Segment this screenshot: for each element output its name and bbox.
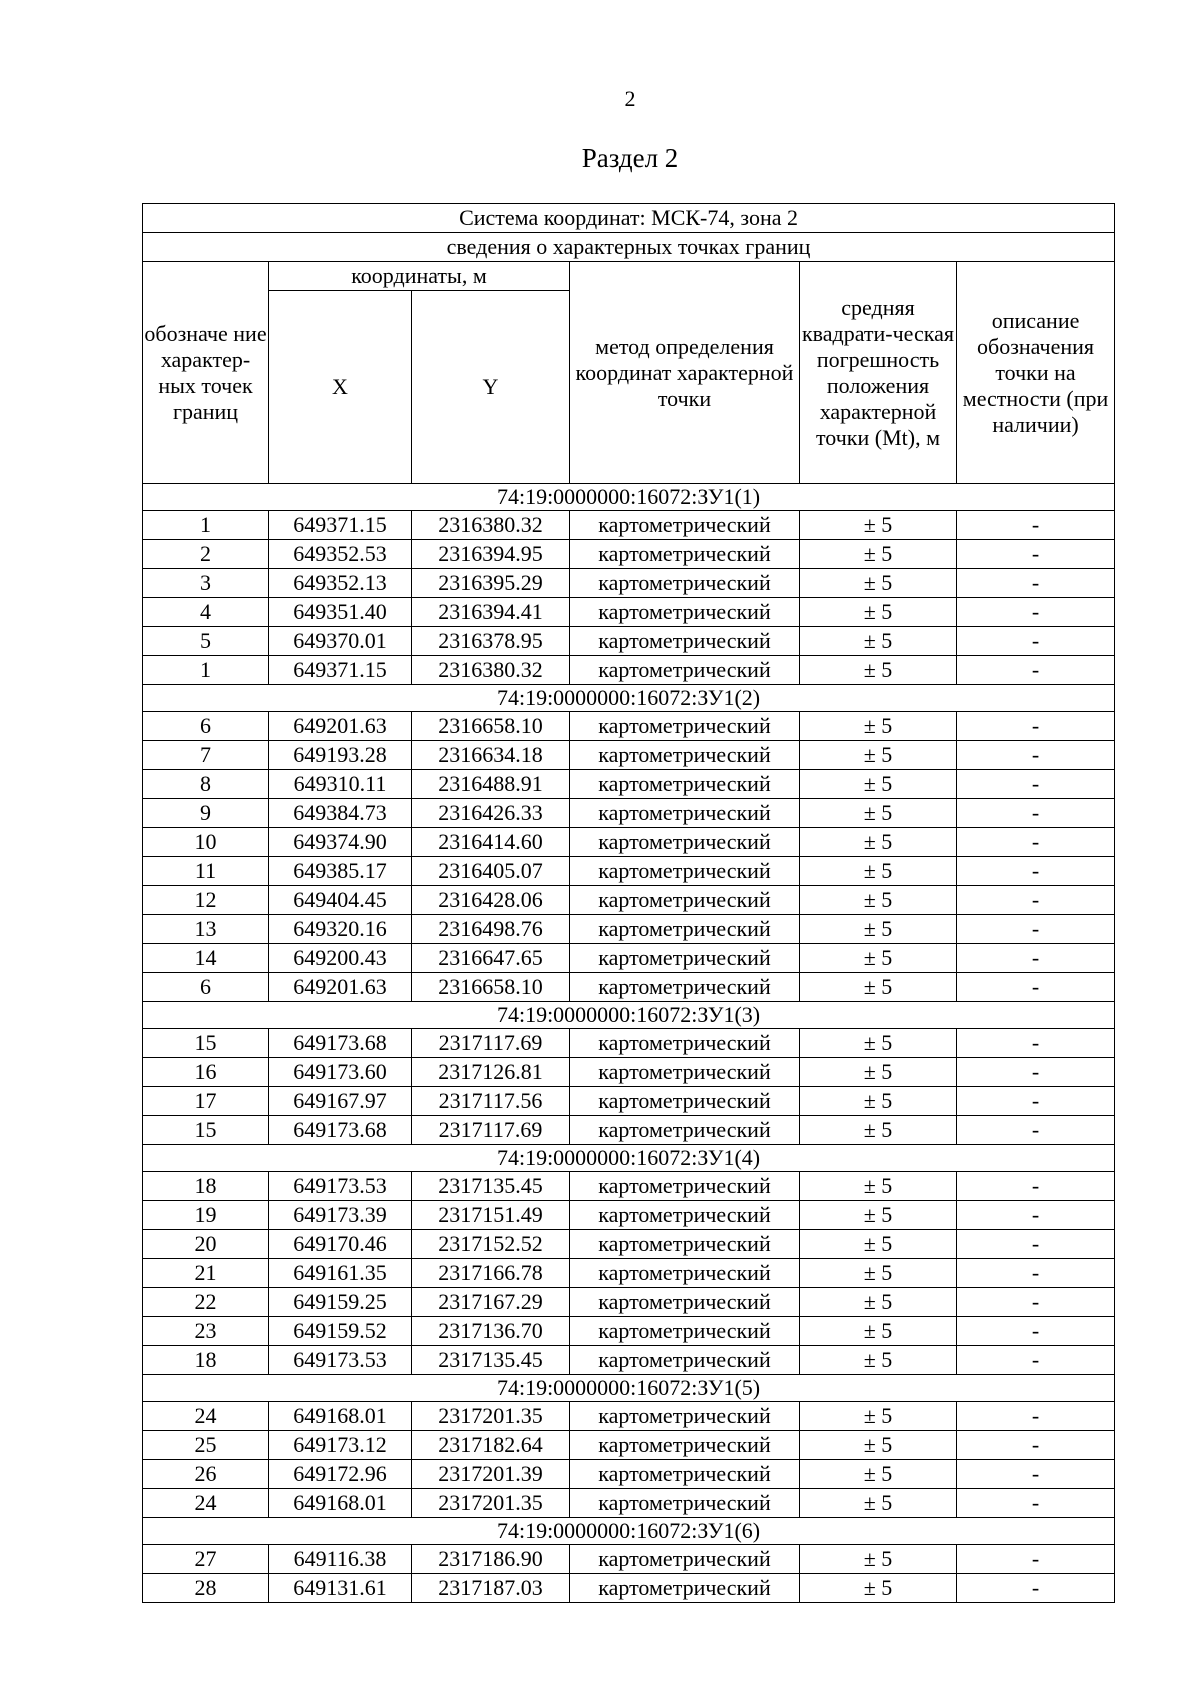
table-row (143, 1288, 1115, 1317)
x-coordinate-cell: 649173.53 (269, 1346, 412, 1375)
description-cell: - (957, 656, 1115, 685)
method-cell: картометрический (570, 1116, 800, 1145)
description-cell: - (957, 627, 1115, 656)
method-cell: картометрический (570, 1259, 800, 1288)
description-cell: - (957, 915, 1115, 944)
point-number-cell: 3 (143, 569, 269, 598)
method-cell: картометрический (570, 857, 800, 886)
method-cell: картометрический (570, 1460, 800, 1489)
error-cell: ± 5 (800, 915, 957, 944)
x-coordinate-cell: 649159.52 (269, 1317, 412, 1346)
description-cell: - (957, 569, 1115, 598)
x-coordinate-cell: 649404.45 (269, 886, 412, 915)
error-cell: ± 5 (800, 569, 957, 598)
y-coordinate-cell: 2317135.45 (412, 1172, 570, 1201)
method-cell: картометрический (570, 627, 800, 656)
boundary-points-info-header: сведения о характерных точках границ (143, 233, 1115, 262)
point-number-cell: 12 (143, 886, 269, 915)
method-cell: картометрический (570, 1087, 800, 1116)
x-coordinate-cell: 649159.25 (269, 1288, 412, 1317)
description-cell: - (957, 1116, 1115, 1145)
description-header: описание обозначения точки на местности (при наличии) (957, 262, 1115, 484)
error-cell: ± 5 (800, 712, 957, 741)
description-cell: - (957, 598, 1115, 627)
x-coordinate-cell: 649352.13 (269, 569, 412, 598)
description-cell: - (957, 1402, 1115, 1431)
y-coordinate-cell: 2316634.18 (412, 741, 570, 770)
table-row (143, 857, 1115, 886)
error-cell: ± 5 (800, 1431, 957, 1460)
table-row (143, 886, 1115, 915)
y-coordinate-cell: 2317117.69 (412, 1029, 570, 1058)
x-coordinate-cell: 649172.96 (269, 1460, 412, 1489)
parcel-section-row (143, 685, 1115, 712)
table-row (143, 1574, 1115, 1603)
y-coordinate-cell: 2316380.32 (412, 511, 570, 540)
description-cell: - (957, 712, 1115, 741)
table-row (143, 1087, 1115, 1116)
error-cell: ± 5 (800, 886, 957, 915)
point-number-cell: 13 (143, 915, 269, 944)
x-coordinate-cell: 649167.97 (269, 1087, 412, 1116)
y-coordinate-cell: 2317117.56 (412, 1087, 570, 1116)
y-coordinate-cell: 2317136.70 (412, 1317, 570, 1346)
point-number-cell: 25 (143, 1431, 269, 1460)
point-number-cell: 9 (143, 799, 269, 828)
x-coordinate-cell: 649173.60 (269, 1058, 412, 1087)
y-coordinate-cell: 2316394.41 (412, 598, 570, 627)
description-cell: - (957, 1172, 1115, 1201)
description-cell: - (957, 973, 1115, 1002)
point-designation-header: обозначе ние характер-ных точек границ (143, 262, 269, 484)
point-number-cell: 19 (143, 1201, 269, 1230)
description-cell: - (957, 511, 1115, 540)
description-cell: - (957, 1545, 1115, 1574)
table-row (143, 1346, 1115, 1375)
x-coordinate-cell: 649173.53 (269, 1172, 412, 1201)
error-cell: ± 5 (800, 944, 957, 973)
table-row (143, 799, 1115, 828)
table-row (143, 770, 1115, 799)
parcel-section-row (143, 1518, 1115, 1545)
y-coordinate-cell: 2317152.52 (412, 1230, 570, 1259)
point-number-cell: 22 (143, 1288, 269, 1317)
error-cell: ± 5 (800, 1317, 957, 1346)
point-number-cell: 24 (143, 1489, 269, 1518)
table-row (143, 598, 1115, 627)
table-row (143, 1116, 1115, 1145)
error-cell: ± 5 (800, 1288, 957, 1317)
point-number-cell: 18 (143, 1346, 269, 1375)
table-row (143, 1460, 1115, 1489)
y-coordinate-cell: 2316405.07 (412, 857, 570, 886)
x-coordinate-cell: 649116.38 (269, 1545, 412, 1574)
error-cell: ± 5 (800, 540, 957, 569)
point-number-cell: 6 (143, 712, 269, 741)
y-coordinate-cell: 2317167.29 (412, 1288, 570, 1317)
method-cell: картометрический (570, 598, 800, 627)
x-coordinate-cell: 649201.63 (269, 712, 412, 741)
error-header: средняя квадрати-ческая погрешность положения характерной точки (Mt), м (800, 262, 957, 484)
y-coordinate-cell: 2316488.91 (412, 770, 570, 799)
parcel-section-row (143, 484, 1115, 511)
parcel-section-title: 74:19:0000000:16072:ЗУ1(4) (143, 1145, 1115, 1172)
method-cell: картометрический (570, 1489, 800, 1518)
point-number-cell: 18 (143, 1172, 269, 1201)
method-cell: картометрический (570, 1288, 800, 1317)
point-number-cell: 1 (143, 656, 269, 685)
error-cell: ± 5 (800, 511, 957, 540)
y-coordinate-cell: 2317126.81 (412, 1058, 570, 1087)
y-coordinate-cell: 2317151.49 (412, 1201, 570, 1230)
error-cell: ± 5 (800, 741, 957, 770)
method-cell: картометрический (570, 973, 800, 1002)
method-cell: картометрический (570, 511, 800, 540)
parcel-section-title: 74:19:0000000:16072:ЗУ1(5) (143, 1375, 1115, 1402)
description-cell: - (957, 1230, 1115, 1259)
table-row (143, 1545, 1115, 1574)
method-cell: картометрический (570, 540, 800, 569)
point-number-cell: 20 (143, 1230, 269, 1259)
description-cell: - (957, 1259, 1115, 1288)
x-header: X (269, 291, 412, 484)
method-cell: картометрический (570, 1201, 800, 1230)
point-number-cell: 6 (143, 973, 269, 1002)
parcel-section-row (143, 1002, 1115, 1029)
point-number-cell: 21 (143, 1259, 269, 1288)
x-coordinate-cell: 649173.68 (269, 1029, 412, 1058)
description-cell: - (957, 857, 1115, 886)
method-cell: картометрический (570, 569, 800, 598)
description-cell: - (957, 944, 1115, 973)
error-cell: ± 5 (800, 627, 957, 656)
method-cell: картометрический (570, 828, 800, 857)
description-cell: - (957, 741, 1115, 770)
point-number-cell: 15 (143, 1029, 269, 1058)
parcel-section-title: 74:19:0000000:16072:ЗУ1(3) (143, 1002, 1115, 1029)
description-cell: - (957, 1346, 1115, 1375)
point-number-cell: 7 (143, 741, 269, 770)
method-cell: картометрический (570, 712, 800, 741)
point-number-cell: 1 (143, 511, 269, 540)
description-cell: - (957, 1029, 1115, 1058)
x-coordinate-cell: 649374.90 (269, 828, 412, 857)
method-cell: картометрический (570, 915, 800, 944)
method-cell: картометрический (570, 770, 800, 799)
y-coordinate-cell: 2317186.90 (412, 1545, 570, 1574)
x-coordinate-cell: 649200.43 (269, 944, 412, 973)
table-row (143, 1029, 1115, 1058)
x-coordinate-cell: 649320.16 (269, 915, 412, 944)
description-cell: - (957, 1574, 1115, 1603)
method-cell: картометрический (570, 1431, 800, 1460)
point-number-cell: 15 (143, 1116, 269, 1145)
error-cell: ± 5 (800, 799, 957, 828)
y-coordinate-cell: 2317201.39 (412, 1460, 570, 1489)
description-cell: - (957, 1489, 1115, 1518)
error-cell: ± 5 (800, 1029, 957, 1058)
table-row (143, 944, 1115, 973)
table-row (143, 627, 1115, 656)
point-number-cell: 17 (143, 1087, 269, 1116)
point-number-cell: 14 (143, 944, 269, 973)
y-coordinate-cell: 2316498.76 (412, 915, 570, 944)
y-coordinate-cell: 2317201.35 (412, 1489, 570, 1518)
error-cell: ± 5 (800, 1058, 957, 1087)
table-row (143, 1058, 1115, 1087)
table-row (143, 1489, 1115, 1518)
error-cell: ± 5 (800, 1574, 957, 1603)
table-row (143, 915, 1115, 944)
method-cell: картометрический (570, 886, 800, 915)
x-coordinate-cell: 649352.53 (269, 540, 412, 569)
y-coordinate-cell: 2316394.95 (412, 540, 570, 569)
section-title: Раздел 2 (581, 143, 679, 173)
point-number-cell: 26 (143, 1460, 269, 1489)
description-cell: - (957, 828, 1115, 857)
method-cell: картометрический (570, 1545, 800, 1574)
error-cell: ± 5 (800, 1346, 957, 1375)
y-coordinate-cell: 2317166.78 (412, 1259, 570, 1288)
x-coordinate-cell: 649370.01 (269, 627, 412, 656)
error-cell: ± 5 (800, 828, 957, 857)
error-cell: ± 5 (800, 1087, 957, 1116)
y-coordinate-cell: 2316426.33 (412, 799, 570, 828)
parcel-section-title: 74:19:0000000:16072:ЗУ1(6) (143, 1518, 1115, 1545)
table-row (143, 1431, 1115, 1460)
description-cell: - (957, 799, 1115, 828)
description-cell: - (957, 1288, 1115, 1317)
method-cell: картометрический (570, 1317, 800, 1346)
method-header: метод определения координат характерной точки (570, 262, 800, 484)
y-coordinate-cell: 2316395.29 (412, 569, 570, 598)
table-row (143, 1317, 1115, 1346)
description-cell: - (957, 1058, 1115, 1087)
parcel-section-title: 74:19:0000000:16072:ЗУ1(2) (143, 685, 1115, 712)
error-cell: ± 5 (800, 1259, 957, 1288)
y-coordinate-cell: 2316658.10 (412, 712, 570, 741)
x-coordinate-cell: 649371.15 (269, 656, 412, 685)
point-number-cell: 23 (143, 1317, 269, 1346)
error-cell: ± 5 (800, 857, 957, 886)
y-coordinate-cell: 2316647.65 (412, 944, 570, 973)
point-number-cell: 24 (143, 1402, 269, 1431)
description-cell: - (957, 770, 1115, 799)
x-coordinate-cell: 649161.35 (269, 1259, 412, 1288)
x-coordinate-cell: 649384.73 (269, 799, 412, 828)
table-row (143, 540, 1115, 569)
point-number-cell: 11 (143, 857, 269, 886)
y-coordinate-cell: 2317187.03 (412, 1574, 570, 1603)
error-cell: ± 5 (800, 1201, 957, 1230)
method-cell: картометрический (570, 1346, 800, 1375)
coordinates-header: координаты, м (269, 262, 570, 291)
parcel-section-title: 74:19:0000000:16072:ЗУ1(1) (143, 484, 1115, 511)
description-cell: - (957, 1317, 1115, 1346)
description-cell: - (957, 1460, 1115, 1489)
point-number-cell: 2 (143, 540, 269, 569)
x-coordinate-cell: 649201.63 (269, 973, 412, 1002)
x-coordinate-cell: 649173.39 (269, 1201, 412, 1230)
coordinate-system-header: Система координат: МСК-74, зона 2 (143, 204, 1115, 233)
error-cell: ± 5 (800, 598, 957, 627)
y-coordinate-cell: 2317117.69 (412, 1116, 570, 1145)
point-number-cell: 16 (143, 1058, 269, 1087)
table-row (143, 1259, 1115, 1288)
error-cell: ± 5 (800, 973, 957, 1002)
description-cell: - (957, 1087, 1115, 1116)
table-row (143, 828, 1115, 857)
table-row (143, 1230, 1115, 1259)
y-coordinate-cell: 2316380.32 (412, 656, 570, 685)
description-cell: - (957, 540, 1115, 569)
error-cell: ± 5 (800, 1230, 957, 1259)
table-row (143, 569, 1115, 598)
method-cell: картометрический (570, 1172, 800, 1201)
point-number-cell: 8 (143, 770, 269, 799)
x-coordinate-cell: 649173.68 (269, 1116, 412, 1145)
x-coordinate-cell: 649193.28 (269, 741, 412, 770)
error-cell: ± 5 (800, 1545, 957, 1574)
coordinates-table (142, 203, 1115, 1603)
x-coordinate-cell: 649385.17 (269, 857, 412, 886)
table-row (143, 511, 1115, 540)
x-coordinate-cell: 649310.11 (269, 770, 412, 799)
x-coordinate-cell: 649351.40 (269, 598, 412, 627)
point-number-cell: 4 (143, 598, 269, 627)
method-cell: картометрический (570, 1402, 800, 1431)
y-header: Y (412, 291, 570, 484)
point-number-cell: 10 (143, 828, 269, 857)
point-number-cell: 28 (143, 1574, 269, 1603)
y-coordinate-cell: 2317182.64 (412, 1431, 570, 1460)
parcel-section-row (143, 1375, 1115, 1402)
x-coordinate-cell: 649371.15 (269, 511, 412, 540)
description-cell: - (957, 886, 1115, 915)
error-cell: ± 5 (800, 1116, 957, 1145)
method-cell: картометрический (570, 1574, 800, 1603)
y-coordinate-cell: 2316414.60 (412, 828, 570, 857)
method-cell: картометрический (570, 1230, 800, 1259)
x-coordinate-cell: 649170.46 (269, 1230, 412, 1259)
table-header (143, 204, 1115, 484)
x-coordinate-cell: 649131.61 (269, 1574, 412, 1603)
point-number-cell: 5 (143, 627, 269, 656)
error-cell: ± 5 (800, 770, 957, 799)
y-coordinate-cell: 2317135.45 (412, 1346, 570, 1375)
method-cell: картометрический (570, 741, 800, 770)
error-cell: ± 5 (800, 1460, 957, 1489)
y-coordinate-cell: 2317201.35 (412, 1402, 570, 1431)
method-cell: картометрический (570, 1058, 800, 1087)
method-cell: картометрический (570, 1029, 800, 1058)
page-number: 2 (624, 86, 636, 111)
error-cell: ± 5 (800, 656, 957, 685)
y-coordinate-cell: 2316658.10 (412, 973, 570, 1002)
table-row (143, 1201, 1115, 1230)
table-row (143, 741, 1115, 770)
y-coordinate-cell: 2316378.95 (412, 627, 570, 656)
point-number-cell: 27 (143, 1545, 269, 1574)
description-cell: - (957, 1431, 1115, 1460)
method-cell: картометрический (570, 656, 800, 685)
table-row (143, 973, 1115, 1002)
method-cell: картометрический (570, 799, 800, 828)
x-coordinate-cell: 649168.01 (269, 1489, 412, 1518)
method-cell: картометрический (570, 944, 800, 973)
error-cell: ± 5 (800, 1402, 957, 1431)
table-row (143, 712, 1115, 741)
error-cell: ± 5 (800, 1172, 957, 1201)
description-cell: - (957, 1201, 1115, 1230)
parcel-section-row (143, 1145, 1115, 1172)
table-body (143, 484, 1115, 1603)
table-row (143, 1172, 1115, 1201)
table-row (143, 1402, 1115, 1431)
table-row (143, 656, 1115, 685)
y-coordinate-cell: 2316428.06 (412, 886, 570, 915)
x-coordinate-cell: 649173.12 (269, 1431, 412, 1460)
error-cell: ± 5 (800, 1489, 957, 1518)
x-coordinate-cell: 649168.01 (269, 1402, 412, 1431)
